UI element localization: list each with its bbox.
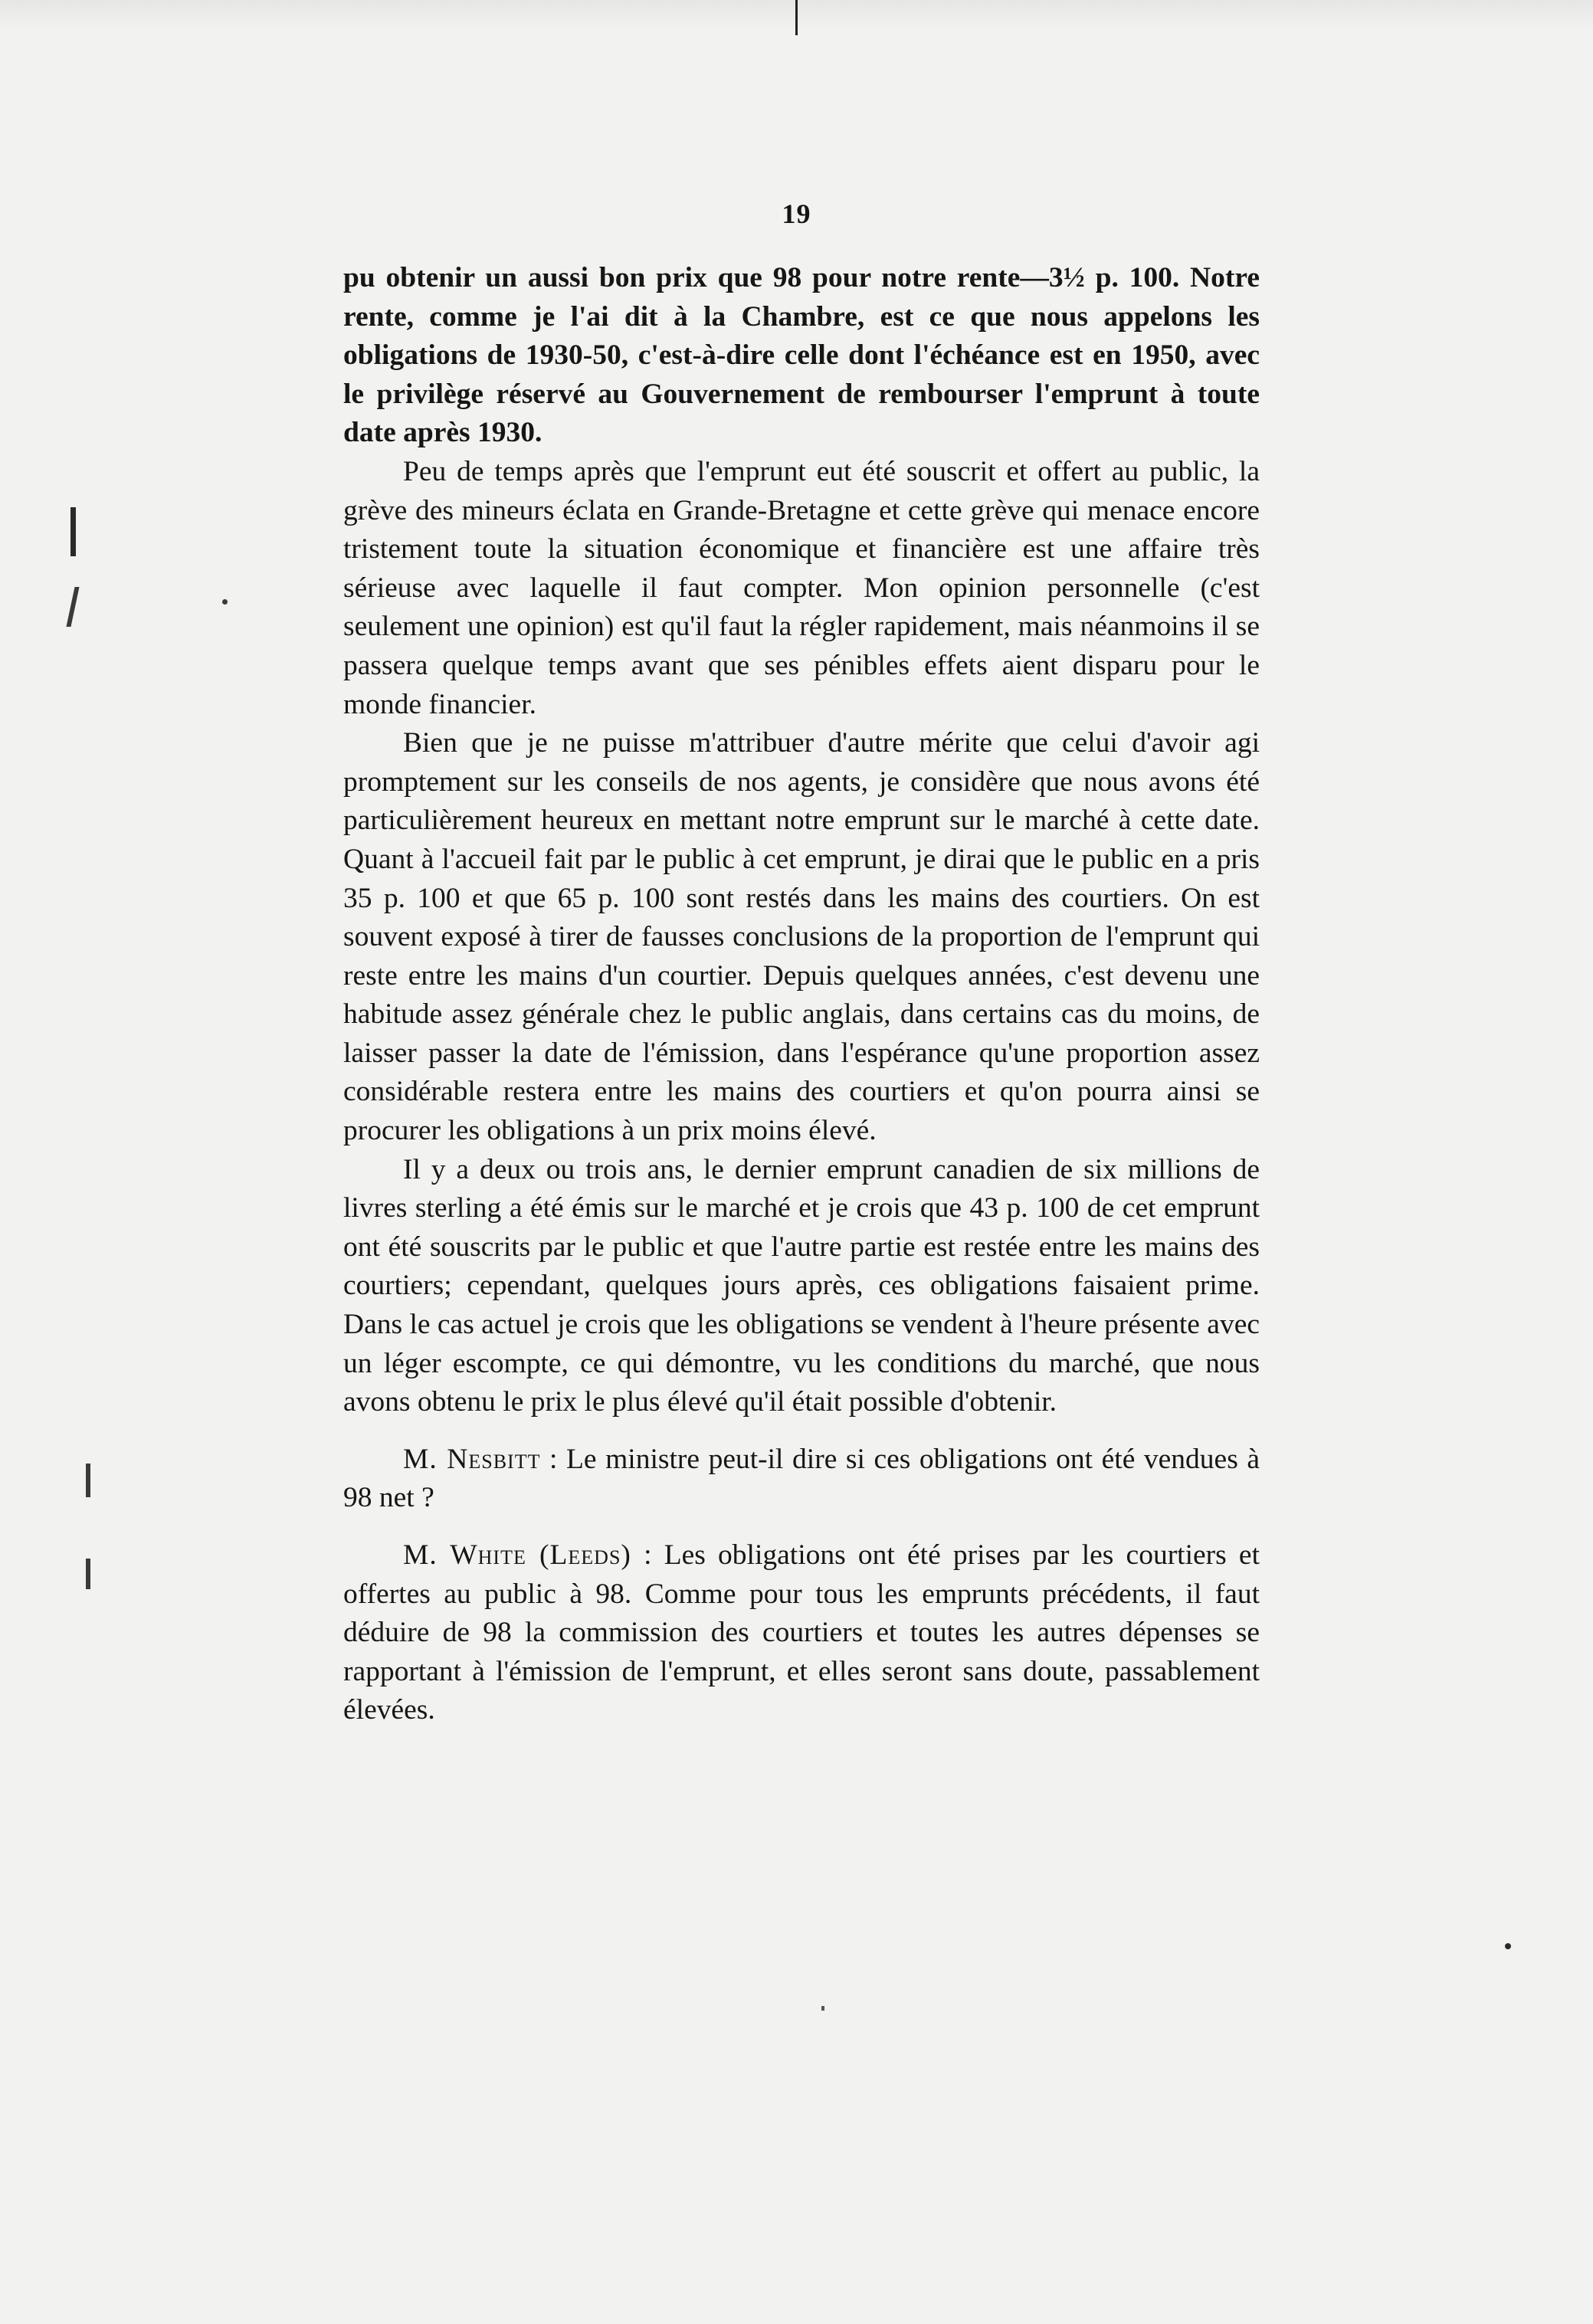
speech-text: Le ministre peut-il dire si ces obligations ont été vendues à 98 net ? bbox=[343, 1443, 1260, 1514]
speaker-separator: : bbox=[631, 1539, 664, 1571]
margin-dot-1 bbox=[222, 599, 228, 605]
binding-mark-top bbox=[795, 0, 798, 35]
paragraph-1: pu obtenir un aussi bon prix que 98 pour notre rente—3½ p. 100. Notre rente, comme je l'ai dit à la Chambre, est ce que nous appelons les obligations de 1930-50, c'est-à-dire celle dont l'échéance est en 1950, avec le privilège réservé au Gouvernement de rembourser l'emprunt à toute date après 1930. bbox=[343, 262, 1260, 449]
paragraph-4: Il y a deux ou trois ans, le dernier emprunt canadien de six millions de livres sterling a été émis sur le marché et je crois que 43 p. 100 de cet emprunt ont été souscrits par le public et que l'autre partie est restée entre les mains des courtiers; cependant, quelques jours après, ces obligations faisaient prime. Dans le cas actuel je crois que les obligations se vendent à l'heure présente avec un léger escompte, ce qui démontre, vu les conditions du marché, que nous avons obtenu le prix le plus élevé qu'il était possible d'obtenir. bbox=[343, 1153, 1260, 1418]
speaker-name: M. White (Leeds) bbox=[403, 1539, 631, 1571]
margin-mark-3 bbox=[86, 1464, 90, 1497]
exchange-white bbox=[343, 1536, 1260, 1730]
speech-text: Les obligations ont été prises par les courtiers et offertes au public à 98. Comme pour tous les emprunts précédents, il faut déduire de 98 la commission des courtiers et toutes les autres dépenses se rapportant à l'émission de l'emprunt, et elles seront sans doute, passablement élevées. bbox=[343, 1539, 1260, 1726]
margin-dot-3 bbox=[821, 2006, 824, 2011]
speaker-separator: : bbox=[540, 1443, 567, 1475]
margin-dot-2 bbox=[1505, 1943, 1511, 1949]
paragraph-3: Bien que je ne puisse m'attribuer d'autre mérite que celui d'avoir agi promptement sur les conseils de nos agents, je considère que nous avons été particulièrement heureux en mettant notre emprunt sur le marché à cette date. Quant à l'accueil fait par le public à cet emprunt, je dirai que le public en a pris 35 p. 100 et que 65 p. 100 sont restés dans les mains des courtiers. On est souvent exposé à tirer de fausses conclusions de la proportion de l'emprunt qui reste entre les mains d'un courtier. Depuis quelques années, c'est devenu une habitude assez générale chez le public anglais, dans certains cas du moins, de laisser passer la date de l'émission, dans l'espérance qu'une proportion assez considérable restera entre les mains des courtiers et qu'on pourra ainsi se procurer les obligations à un prix moins élevé. bbox=[343, 727, 1260, 1147]
page-number: 19 bbox=[782, 198, 811, 229]
speaker-name: M. Nesbitt bbox=[403, 1443, 541, 1475]
exchange-nesbitt bbox=[343, 1441, 1260, 1518]
margin-mark-1 bbox=[70, 507, 76, 556]
margin-mark-4 bbox=[86, 1559, 90, 1589]
paragraph-2: Peu de temps après que l'emprunt eut été souscrit et offert au public, la grève des mineurs éclata en Grande-Bretagne et cette grève qui menace encore tristement toute la situation économique et financière est une affaire très sérieuse avec laquelle il faut compter. Mon opinion personnelle (c'est seulement une opinion) est qu'il faut la régler rapidement, mais néanmoins il se passera quelque temps avant que ses pénibles effets aient disparu pour le monde financier. bbox=[343, 455, 1260, 720]
body-text bbox=[343, 259, 1260, 1730]
margin-mark-2 bbox=[66, 587, 79, 627]
